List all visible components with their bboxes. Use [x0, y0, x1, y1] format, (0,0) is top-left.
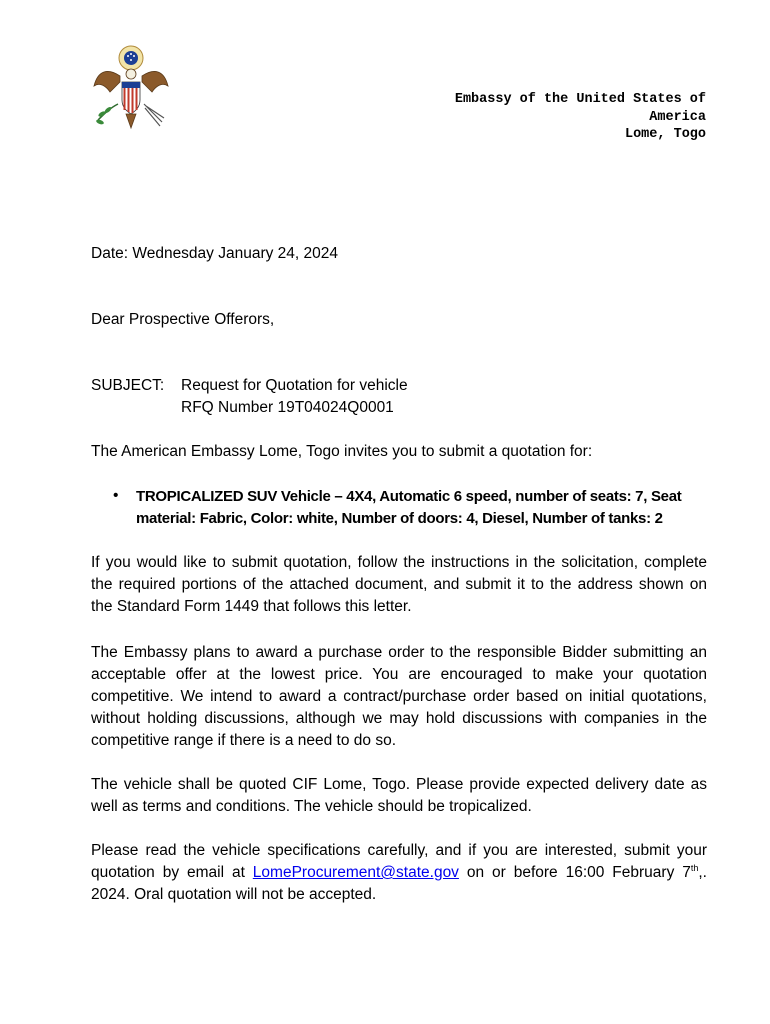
paragraph-submission [91, 840, 707, 906]
salutation: Dear Prospective Offerors, [91, 311, 275, 328]
paragraph-instructions: If you would like to submit quotation, follow the instructions in the solicitation, complete the required portions of the attached document, and submit it to the address shown on the Standard Form 1449 that follows this letter. [91, 554, 707, 615]
submission-deadline: on or before 16:00 February 7 [458, 864, 691, 881]
subject-rfq-number: RFQ Number 19T04024Q0001 [181, 399, 394, 416]
header-line-1: Embassy of the United States of [454, 92, 706, 107]
paragraph-award: The Embassy plans to award a purchase order to the responsible Bidder submitting an acceptable offer at the lowest price. You are encouraged to make your quotation competitive. We intend to award a contract/purchase order based on initial quotations, without holding discussions, although we may hold discussions with companies in the competitive range if there is a need to do so. [91, 644, 707, 749]
subject-line-1: Request for Quotation for vehicle [181, 377, 408, 394]
header-line-3: Lome, Togo [624, 127, 706, 142]
date-ordinal-suffix: th [690, 862, 699, 873]
subject-label: SUBJECT: [91, 377, 165, 394]
vehicle-spec-bullet: TROPICALIZED SUV Vehicle – 4X4, Automatic 6 speed, number of seats: 7, Seat material: Fabric, Color: white, Number of doors: 4, Diesel, Number of tanks: 2 [136, 488, 682, 527]
embassy-seal-logo [90, 42, 172, 134]
letter-date: Date: Wednesday January 24, 2024 [91, 245, 339, 262]
submission-text-start: Please read the vehicle specifications carefully, and if you are interested, submit your quotation by email at [91, 842, 707, 881]
submission-text-end: ,. 2024. Oral quotation will not be accepted. [91, 864, 707, 903]
procurement-email-link[interactable]: LomeProcurement@state.gov [252, 864, 459, 881]
paragraph-delivery: The vehicle shall be quoted CIF Lome, Togo. Please provide expected delivery date as well as terms and conditions. The vehicle should be tropicalized. [91, 776, 707, 815]
subject-lines [181, 375, 408, 419]
bullet-icon: • [113, 487, 119, 504]
header-line-2: America [649, 109, 706, 125]
intro-text: The American Embassy Lome, Togo invites you to submit a quotation for: [91, 443, 593, 460]
embassy-header [455, 91, 706, 144]
